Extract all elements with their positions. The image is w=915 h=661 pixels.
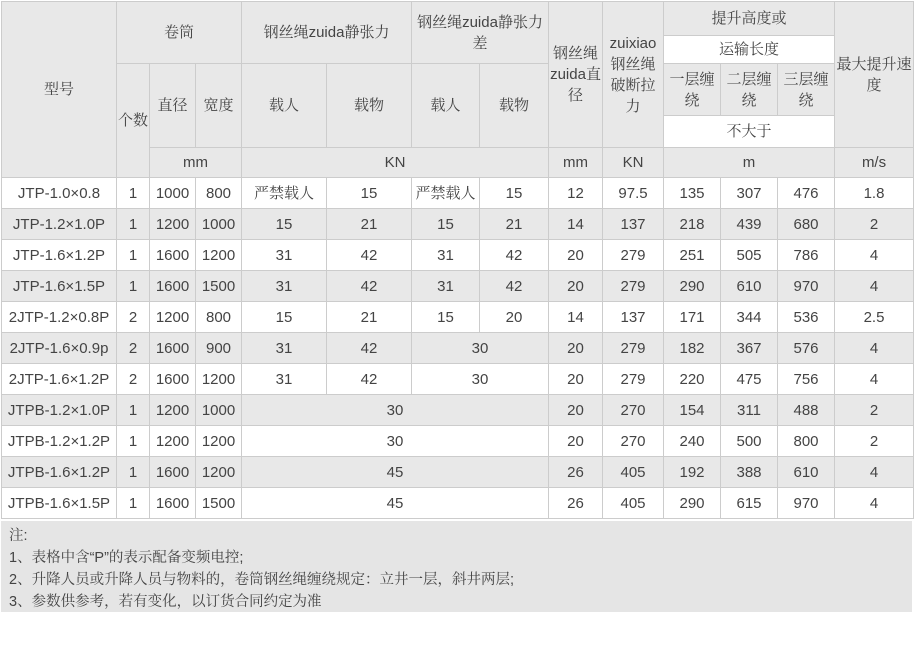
value-cell: 31 bbox=[242, 271, 327, 302]
model-cell: 2JTP-1.2×0.8P bbox=[2, 302, 117, 333]
value-cell: 20 bbox=[549, 426, 603, 457]
value-cell: 42 bbox=[327, 364, 412, 395]
header-row-3 bbox=[2, 64, 914, 116]
col-header-model: 型号 bbox=[2, 2, 117, 178]
col-header-not-greater-than: 不大于 bbox=[664, 116, 835, 148]
value-cell: 171 bbox=[664, 302, 721, 333]
notes-title: 注: bbox=[9, 528, 28, 544]
value-cell: 45 bbox=[242, 488, 549, 519]
spec-table-header bbox=[2, 2, 914, 178]
value-cell: 45 bbox=[242, 457, 549, 488]
value-cell: 26 bbox=[549, 488, 603, 519]
value-cell: 严禁载人 bbox=[242, 178, 327, 209]
note-line: 1、表格中含“P”的表示配备变频电控; bbox=[9, 550, 244, 566]
model-cell: JTP-1.2×1.0P bbox=[2, 209, 117, 240]
value-cell: 800 bbox=[196, 302, 242, 333]
value-cell: 680 bbox=[778, 209, 835, 240]
table-row bbox=[2, 240, 914, 271]
notes-list bbox=[9, 547, 912, 613]
notes-section bbox=[1, 521, 912, 612]
value-cell: 135 bbox=[664, 178, 721, 209]
value-cell: 30 bbox=[412, 364, 549, 395]
value-cell: 1 bbox=[117, 488, 150, 519]
col-group-static-tension: 钢丝绳zuida静张力 bbox=[242, 2, 412, 64]
value-cell: 2 bbox=[835, 395, 914, 426]
model-cell: JTPB-1.6×1.5P bbox=[2, 488, 117, 519]
value-cell: 1200 bbox=[150, 426, 196, 457]
value-cell: 42 bbox=[480, 240, 549, 271]
value-cell: 1200 bbox=[150, 302, 196, 333]
value-cell: 137 bbox=[603, 302, 664, 333]
col-header-layer-3: 三层缠绕 bbox=[778, 64, 835, 116]
unit-tension-kn: KN bbox=[242, 148, 549, 178]
value-cell: 31 bbox=[412, 271, 480, 302]
col-header-diff-manned: 载人 bbox=[412, 64, 480, 148]
value-cell: 279 bbox=[603, 333, 664, 364]
col-header-drum-count: 个数 bbox=[117, 64, 150, 178]
col-group-transport-length: 运输长度 bbox=[664, 36, 835, 64]
value-cell: 505 bbox=[721, 240, 778, 271]
value-cell: 1.8 bbox=[835, 178, 914, 209]
model-cell: JTP-1.6×1.2P bbox=[2, 240, 117, 271]
col-header-layer-2: 二层缠绕 bbox=[721, 64, 778, 116]
note-line: 3、参数供参考，若有变化，以订货合同约定为准 bbox=[9, 594, 322, 610]
value-cell: 2 bbox=[835, 209, 914, 240]
value-cell: 220 bbox=[664, 364, 721, 395]
value-cell: 756 bbox=[778, 364, 835, 395]
model-cell: JTP-1.6×1.5P bbox=[2, 271, 117, 302]
value-cell: 1000 bbox=[196, 209, 242, 240]
unit-drum-mm: mm bbox=[150, 148, 242, 178]
value-cell: 279 bbox=[603, 240, 664, 271]
value-cell: 192 bbox=[664, 457, 721, 488]
col-header-breaking-force: zuixiao钢丝绳破断拉力 bbox=[603, 2, 664, 148]
unit-speed-ms: m/s bbox=[835, 148, 914, 178]
col-header-layer-1: 一层缠绕 bbox=[664, 64, 721, 116]
value-cell: 14 bbox=[549, 209, 603, 240]
value-cell: 15 bbox=[327, 178, 412, 209]
value-cell: 800 bbox=[778, 426, 835, 457]
value-cell: 610 bbox=[721, 271, 778, 302]
unit-breaking-kn: KN bbox=[603, 148, 664, 178]
value-cell: 4 bbox=[835, 333, 914, 364]
header-row-1 bbox=[2, 2, 914, 36]
value-cell: 307 bbox=[721, 178, 778, 209]
value-cell: 615 bbox=[721, 488, 778, 519]
value-cell: 4 bbox=[835, 240, 914, 271]
table-row bbox=[2, 333, 914, 364]
value-cell: 2 bbox=[835, 426, 914, 457]
value-cell: 1 bbox=[117, 426, 150, 457]
value-cell: 21 bbox=[327, 209, 412, 240]
value-cell: 15 bbox=[412, 302, 480, 333]
model-cell: JTPB-1.6×1.2P bbox=[2, 457, 117, 488]
value-cell: 1600 bbox=[150, 457, 196, 488]
value-cell: 610 bbox=[778, 457, 835, 488]
value-cell: 15 bbox=[242, 209, 327, 240]
value-cell: 367 bbox=[721, 333, 778, 364]
value-cell: 279 bbox=[603, 271, 664, 302]
value-cell: 800 bbox=[196, 178, 242, 209]
value-cell: 12 bbox=[549, 178, 603, 209]
table-row bbox=[2, 488, 914, 519]
value-cell: 30 bbox=[242, 395, 549, 426]
col-header-max-speed: 最大提升速度 bbox=[835, 2, 914, 148]
value-cell: 1 bbox=[117, 271, 150, 302]
value-cell: 270 bbox=[603, 395, 664, 426]
value-cell: 1200 bbox=[196, 240, 242, 271]
spec-table bbox=[1, 1, 914, 519]
value-cell: 1200 bbox=[150, 395, 196, 426]
model-cell: JTPB-1.2×1.2P bbox=[2, 426, 117, 457]
value-cell: 15 bbox=[242, 302, 327, 333]
value-cell: 1500 bbox=[196, 488, 242, 519]
value-cell: 1 bbox=[117, 395, 150, 426]
value-cell: 344 bbox=[721, 302, 778, 333]
table-row bbox=[2, 209, 914, 240]
value-cell: 4 bbox=[835, 457, 914, 488]
value-cell: 240 bbox=[664, 426, 721, 457]
value-cell: 405 bbox=[603, 457, 664, 488]
value-cell: 388 bbox=[721, 457, 778, 488]
table-row bbox=[2, 457, 914, 488]
value-cell: 1000 bbox=[196, 395, 242, 426]
table-row bbox=[2, 178, 914, 209]
value-cell: 1200 bbox=[196, 426, 242, 457]
value-cell: 405 bbox=[603, 488, 664, 519]
value-cell: 31 bbox=[412, 240, 480, 271]
note-line: 2、升降人员或升降人员与物料的，卷筒钢丝绳缠绕规定：立井一层，斜井两层; bbox=[9, 572, 515, 588]
col-header-drum-width: 宽度 bbox=[196, 64, 242, 148]
col-group-lift-height: 提升高度或 bbox=[664, 2, 835, 36]
value-cell: 500 bbox=[721, 426, 778, 457]
value-cell: 1200 bbox=[150, 209, 196, 240]
value-cell: 137 bbox=[603, 209, 664, 240]
value-cell: 20 bbox=[480, 302, 549, 333]
value-cell: 1600 bbox=[150, 488, 196, 519]
col-header-tension-goods: 载物 bbox=[327, 64, 412, 148]
value-cell: 20 bbox=[549, 240, 603, 271]
table-row bbox=[2, 364, 914, 395]
col-header-drum-diameter: 直径 bbox=[150, 64, 196, 148]
col-group-static-tension-diff: 钢丝绳zuida静张力差 bbox=[412, 2, 549, 64]
value-cell: 20 bbox=[549, 333, 603, 364]
value-cell: 严禁载人 bbox=[412, 178, 480, 209]
value-cell: 290 bbox=[664, 488, 721, 519]
value-cell: 1600 bbox=[150, 364, 196, 395]
value-cell: 970 bbox=[778, 488, 835, 519]
col-header-rope-diameter: 钢丝绳zuida直径 bbox=[549, 2, 603, 148]
value-cell: 1600 bbox=[150, 271, 196, 302]
value-cell: 218 bbox=[664, 209, 721, 240]
value-cell: 1600 bbox=[150, 333, 196, 364]
value-cell: 31 bbox=[242, 240, 327, 271]
value-cell: 1 bbox=[117, 240, 150, 271]
value-cell: 900 bbox=[196, 333, 242, 364]
value-cell: 4 bbox=[835, 364, 914, 395]
value-cell: 182 bbox=[664, 333, 721, 364]
value-cell: 4 bbox=[835, 488, 914, 519]
value-cell: 576 bbox=[778, 333, 835, 364]
value-cell: 970 bbox=[778, 271, 835, 302]
value-cell: 154 bbox=[664, 395, 721, 426]
table-row bbox=[2, 271, 914, 302]
value-cell: 2.5 bbox=[835, 302, 914, 333]
value-cell: 488 bbox=[778, 395, 835, 426]
spec-table-body bbox=[2, 178, 914, 519]
value-cell: 20 bbox=[549, 271, 603, 302]
model-cell: JTP-1.0×0.8 bbox=[2, 178, 117, 209]
value-cell: 31 bbox=[242, 333, 327, 364]
value-cell: 21 bbox=[327, 302, 412, 333]
value-cell: 20 bbox=[549, 364, 603, 395]
value-cell: 30 bbox=[412, 333, 549, 364]
value-cell: 42 bbox=[327, 333, 412, 364]
value-cell: 2 bbox=[117, 333, 150, 364]
value-cell: 1200 bbox=[196, 457, 242, 488]
model-cell: 2JTP-1.6×1.2P bbox=[2, 364, 117, 395]
col-group-drum: 卷筒 bbox=[117, 2, 242, 64]
unit-rope-mm: mm bbox=[549, 148, 603, 178]
value-cell: 97.5 bbox=[603, 178, 664, 209]
value-cell: 290 bbox=[664, 271, 721, 302]
model-cell: JTPB-1.2×1.0P bbox=[2, 395, 117, 426]
value-cell: 311 bbox=[721, 395, 778, 426]
col-header-diff-goods: 载物 bbox=[480, 64, 549, 148]
value-cell: 1 bbox=[117, 209, 150, 240]
table-row bbox=[2, 302, 914, 333]
value-cell: 42 bbox=[327, 240, 412, 271]
value-cell: 2 bbox=[117, 302, 150, 333]
value-cell: 475 bbox=[721, 364, 778, 395]
unit-length-m: m bbox=[664, 148, 835, 178]
value-cell: 42 bbox=[327, 271, 412, 302]
value-cell: 2 bbox=[117, 364, 150, 395]
value-cell: 26 bbox=[549, 457, 603, 488]
value-cell: 21 bbox=[480, 209, 549, 240]
col-header-tension-manned: 载人 bbox=[242, 64, 327, 148]
value-cell: 786 bbox=[778, 240, 835, 271]
model-cell: 2JTP-1.6×0.9p bbox=[2, 333, 117, 364]
value-cell: 251 bbox=[664, 240, 721, 271]
value-cell: 15 bbox=[412, 209, 480, 240]
value-cell: 1600 bbox=[150, 240, 196, 271]
value-cell: 20 bbox=[549, 395, 603, 426]
value-cell: 1 bbox=[117, 178, 150, 209]
table-row bbox=[2, 395, 914, 426]
value-cell: 31 bbox=[242, 364, 327, 395]
value-cell: 42 bbox=[480, 271, 549, 302]
value-cell: 30 bbox=[242, 426, 549, 457]
value-cell: 536 bbox=[778, 302, 835, 333]
value-cell: 1 bbox=[117, 457, 150, 488]
value-cell: 1000 bbox=[150, 178, 196, 209]
value-cell: 476 bbox=[778, 178, 835, 209]
value-cell: 14 bbox=[549, 302, 603, 333]
value-cell: 4 bbox=[835, 271, 914, 302]
value-cell: 15 bbox=[480, 178, 549, 209]
value-cell: 1200 bbox=[196, 364, 242, 395]
value-cell: 1500 bbox=[196, 271, 242, 302]
value-cell: 439 bbox=[721, 209, 778, 240]
value-cell: 270 bbox=[603, 426, 664, 457]
value-cell: 279 bbox=[603, 364, 664, 395]
table-row bbox=[2, 426, 914, 457]
